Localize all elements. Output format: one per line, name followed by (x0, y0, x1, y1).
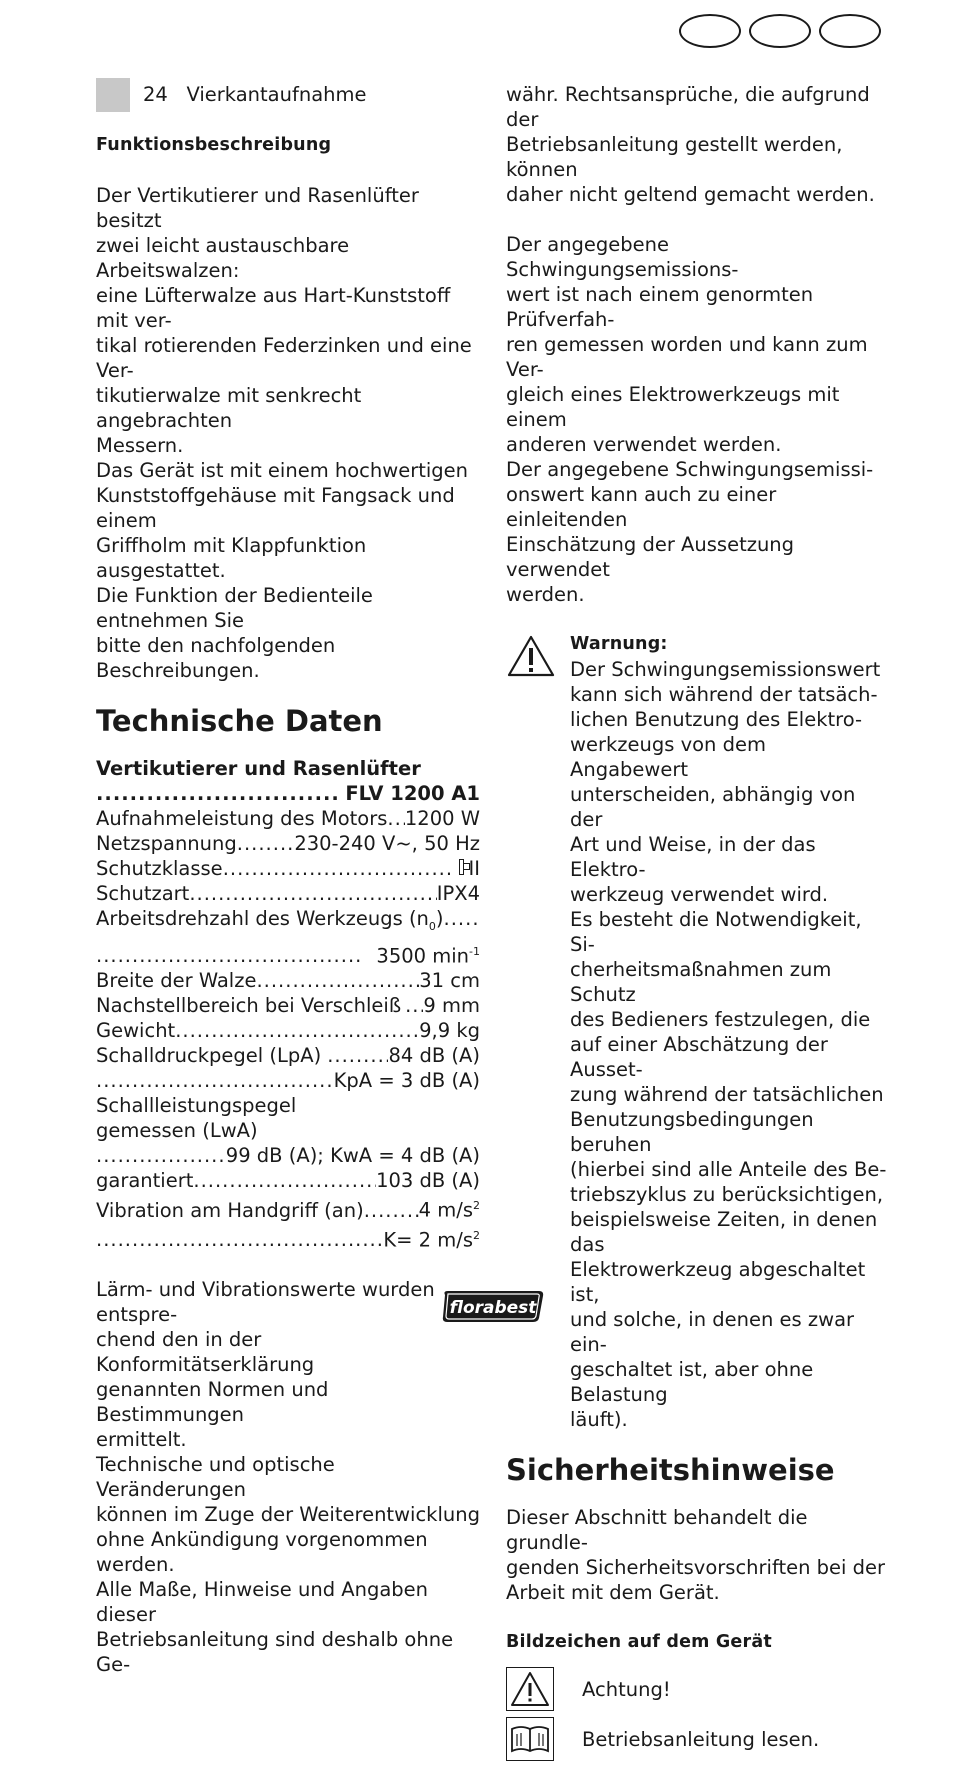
legend-item (143, 82, 367, 107)
language-oval (679, 14, 741, 48)
text-line: tikal rotierenden Federzinken und eine Ver- (96, 334, 472, 382)
text-line: zung während der tatsächlichen (570, 1083, 884, 1106)
vibration-text (506, 232, 890, 607)
spec-row: ..... 3500 $\min^{-1}$ (96, 939, 480, 969)
legend-label: Vierkantaufnahme (186, 83, 367, 106)
text-line: Griffholm mit Klappfunktion ausgestattet. (96, 534, 367, 582)
spec-row: ..... 99 dB (A); KwA = 4 dB (A) (96, 1143, 480, 1168)
text-line: anderen verwendet werden. (506, 433, 782, 456)
spec-row: Arbeitsdrehzahl des Werkzeugs $(n_0)$ ..... (96, 906, 480, 939)
legend-marker (96, 78, 130, 112)
text-line: genden Sicherheitsvorschriften bei der (506, 1556, 886, 1579)
language-oval (819, 14, 881, 48)
spec-row: Breite der Walze ..... 31 cm (96, 968, 480, 993)
left-column (96, 132, 480, 1677)
right-column (506, 82, 890, 1767)
text-line: Einschätzung der Aussetzung verwendet (506, 533, 795, 581)
text-line: läuft). (570, 1408, 628, 1431)
warning-text (570, 657, 890, 1432)
text-line: Der Vertikutierer und Rasenlüfter besitzt (96, 184, 419, 232)
text-line: daher nicht geltend gemacht werden. (506, 183, 875, 206)
symbol-row (506, 1717, 890, 1761)
spec-row: Netzspannung ..... 230-240 V~, 50 Hz (96, 831, 480, 856)
safety-title: Sicherheitshinweise (506, 1453, 835, 1487)
text-line: bitte den nachfolgenden Beschreibungen. (96, 634, 336, 682)
text-line: Messern. (96, 434, 184, 457)
text-line: (hierbei sind alle Anteile des Be- (570, 1158, 887, 1181)
symbol-text: Betriebsanleitung lesen. (582, 1727, 820, 1751)
text-line: währ. Rechtsansprüche, die aufgrund der (506, 83, 870, 131)
spec-row: ..... K= 2 $m/s^2$ (96, 1223, 480, 1253)
protection-class-ii-icon (459, 859, 464, 875)
text-line: können im Zuge der Weiterentwicklung (96, 1503, 480, 1527)
text-line: cherheitsmaßnahmen zum Schutz (570, 958, 832, 1006)
symbols-heading: Bildzeichen auf dem Gerät (506, 1632, 772, 1652)
text-line: Kunststoffgehäuse mit Fangsack und einem (96, 484, 455, 532)
product-name: Vertikutierer und Rasenlüfter (96, 757, 421, 780)
spec-row: Schalldruckpegel (LpA) ..... 84 dB (A) (96, 1043, 480, 1068)
warning-block (506, 632, 890, 1432)
text-line: wert ist nach einem genormten Prüfverfah- (506, 283, 814, 331)
text-line: Die Funktion der Bedienteile entnehmen Sie (96, 584, 373, 632)
funktion-text (96, 183, 480, 683)
text-line: Der Schwingungsemissionswert (570, 658, 881, 681)
text-line: tikutierwalze mit senkrecht angebrachten (96, 384, 362, 432)
text-line: gleich eines Elektrowerkzeugs mit einem (506, 383, 840, 431)
text-line: beispielsweise Zeiten, in denen das (570, 1208, 878, 1256)
language-ovals (679, 14, 881, 48)
text-line: chend den in der Konformitätserklärung (96, 1328, 315, 1377)
warning-triangle-icon (506, 634, 556, 678)
text-line: onswert kann auch zu einer einleitenden (506, 483, 777, 531)
text-line: eine Lüfterwalze aus Hart-Kunststoff mit ver- (96, 284, 451, 332)
spec-row: Vibration am Handgriff (an) ..... 4 $m/s^2$ (96, 1193, 480, 1223)
text-line: werkzeug verwendet wird. (570, 883, 829, 906)
text-line: geschaltet ist, aber ohne Belastung (570, 1358, 814, 1406)
text-line: Alle Maße, Hinweise und Angaben dieser (96, 1578, 429, 1627)
text-line: ermittelt. (96, 1428, 187, 1452)
safety-intro (506, 1505, 890, 1605)
text-line: triebszyklus zu berücksichtigen, (570, 1183, 884, 1206)
text-line: Betriebsanleitung sind deshalb ohne Ge- (96, 1628, 454, 1677)
text-line: Art und Weise, in der das Elektro- (570, 833, 816, 881)
warning-title: Warnung: (570, 634, 668, 654)
spec-row: Nachstellbereich bei Verschleiß ..... 9 mm (96, 993, 480, 1018)
text-line: zwei leicht austauschbare Arbeitswalzen: (96, 234, 350, 282)
florabest-logo (439, 1287, 547, 1325)
text-line: Benutzungsbedingungen beruhen (570, 1108, 814, 1156)
symbol-text: Achtung! (582, 1677, 671, 1701)
text-line: Es besteht die Notwendigkeit, Si- (570, 908, 862, 956)
text-line: ren gemessen worden und kann zum Ver- (506, 333, 868, 381)
text-line: werden. (506, 583, 585, 606)
text-line: Der angegebene Schwingungsemissi- (506, 458, 874, 481)
text-line: auf einer Abschätzung der Ausset- (570, 1033, 828, 1081)
spec-label: gemessen (LwA) (96, 1119, 258, 1143)
text-line: Der angegebene Schwingungsemissions- (506, 233, 739, 281)
manual-book-icon (509, 1724, 551, 1754)
text-line: Arbeit mit dem Gerät. (506, 1581, 720, 1604)
spec-row: Schutzart ..... IPX4 (96, 881, 480, 906)
symbol-row (506, 1667, 890, 1711)
text-line: ohne Ankündigung vorgenommen werden. (96, 1528, 428, 1577)
text-line: und solche, in denen es zwar ein- (570, 1308, 855, 1356)
spec-label: Schallleistungspegel (96, 1094, 297, 1118)
spec-row: Aufnahmeleistung des Motors ..... 1200 W (96, 806, 480, 831)
text-line: lichen Benutzung des Elektro- (570, 708, 863, 731)
model-number: FLV 1200 A1 (345, 782, 480, 805)
text-line: Das Gerät ist mit einem hochwertigen (96, 459, 469, 482)
text-line: Lärm- und Vibrationswerte wurden entspre- (96, 1278, 435, 1327)
continued-text (506, 82, 890, 207)
technische-notes (96, 1277, 480, 1677)
legend-number: 24 (143, 83, 168, 106)
text-line: Betriebsanleitung gestellt werden, können (506, 133, 843, 181)
technische-title: Technische Daten (96, 704, 383, 738)
warning-triangle-icon (510, 1671, 550, 1707)
language-oval (749, 14, 811, 48)
text-line: Dieser Abschnitt behandelt die grundle- (506, 1506, 808, 1554)
spec-row: Gewicht ..... 9,9 kg (96, 1018, 480, 1043)
text-line: des Bedieners festzulegen, die (570, 1008, 871, 1031)
text-line: genannten Normen und Bestimmungen (96, 1378, 329, 1427)
text-line: Elektrowerkzeug abgeschaltet ist, (570, 1258, 866, 1306)
text-line: Technische und optische Veränderungen (96, 1453, 335, 1502)
text-line: werkzeugs von dem Angabewert (570, 733, 766, 781)
spec-row: Schutzklasse ..... II (96, 856, 480, 881)
text-line: unterscheiden, abhängig von der (570, 783, 856, 831)
logo-text: florabest (449, 1298, 537, 1318)
text-line: kann sich während der tatsäch- (570, 683, 878, 706)
model-row (96, 781, 480, 806)
spec-row: ..... KpA = 3 dB (A) (96, 1068, 480, 1093)
spec-row: garantiert ..... 103 dB (A) (96, 1168, 480, 1193)
funktion-heading: Funktionsbeschreibung (96, 135, 332, 155)
